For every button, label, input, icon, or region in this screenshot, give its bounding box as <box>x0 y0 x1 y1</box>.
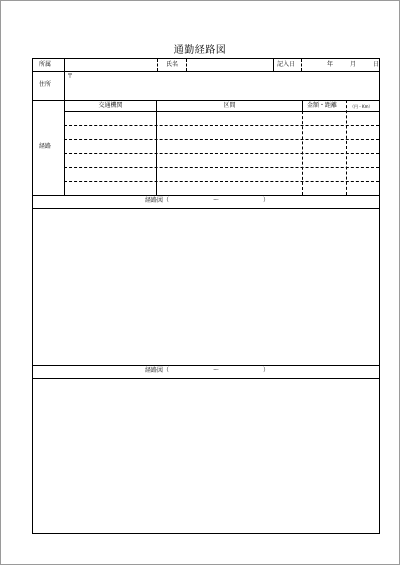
route-map-2-tilde: ～ <box>213 367 220 374</box>
unit-column-header: （円・Km） <box>350 104 373 109</box>
department-field[interactable] <box>65 59 157 71</box>
name-field[interactable] <box>187 59 272 71</box>
route-row-4[interactable] <box>65 154 156 167</box>
route-map-1-close: ） <box>263 197 270 204</box>
address-field[interactable] <box>65 72 379 100</box>
route-row-1[interactable] <box>65 112 156 125</box>
department-label: 所属 <box>39 61 52 68</box>
route-map-1-area[interactable] <box>34 209 378 364</box>
entry-date-field[interactable] <box>302 59 381 71</box>
section-column-header: 区間 <box>223 102 236 109</box>
day-label: 日 <box>373 61 380 68</box>
route-row-5[interactable] <box>65 168 156 181</box>
year-label: 年 <box>327 61 334 68</box>
commute-route-form <box>32 58 380 534</box>
amount-column-header: 金額・距離 <box>307 102 338 109</box>
month-label: 月 <box>350 61 357 68</box>
page-title: 通勤経路図 <box>173 45 227 56</box>
route-map-1-label: 経路図（ <box>145 197 170 204</box>
route-map-2-area[interactable] <box>34 379 378 532</box>
route-map-2-label: 経路図（ <box>145 367 170 374</box>
route-map-2-close: ） <box>263 367 270 374</box>
route-row-3[interactable] <box>65 140 156 153</box>
route-map-1-tilde: ～ <box>213 197 220 204</box>
route-row-6[interactable] <box>65 182 156 195</box>
entry-date-label: 記入日 <box>277 61 296 68</box>
postal-mark: 〒 <box>67 73 74 80</box>
address-label: 住所 <box>39 81 52 88</box>
name-label: 氏名 <box>166 61 179 68</box>
route-row-2[interactable] <box>65 126 156 139</box>
route-label: 経路 <box>39 143 52 150</box>
transport-column-header: 交通機関 <box>98 102 123 109</box>
